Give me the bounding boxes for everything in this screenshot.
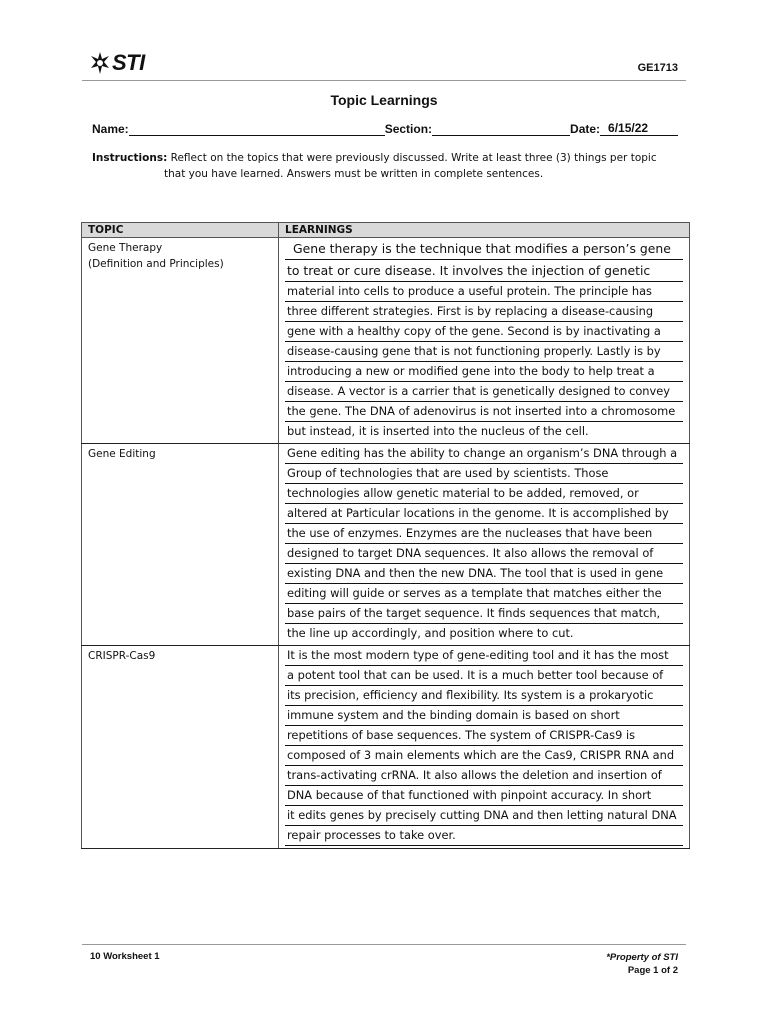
property-notice: *Property of STI — [606, 952, 678, 963]
instructions-text-1: Reflect on the topics that were previously discussed. Write at least three (3) things per topic — [170, 152, 657, 164]
learning-line: existing DNA and then the new DNA. The tool that is used in gene — [285, 564, 683, 584]
learning-line: to treat or cure disease. It involves the injection of genetic — [285, 260, 683, 282]
instructions-line-2: that you have learned. Answers must be written in complete sentences. — [164, 168, 544, 180]
learning-line: DNA because of that functioned with pinpoint accuracy. In short — [285, 786, 683, 806]
table-header-row — [82, 223, 690, 238]
page-number: Page 1 of 2 — [627, 965, 678, 976]
learnings-cell[interactable] — [279, 444, 690, 646]
learning-line: base pairs of the target sequence. It finds sequences that match, — [285, 604, 683, 624]
instructions — [92, 150, 712, 182]
header-topic: TOPIC — [82, 223, 279, 238]
learning-line: repetitions of base sequences. The system of CRISPR-Cas9 is — [285, 726, 683, 746]
section-field[interactable] — [432, 123, 570, 136]
table-row-gene-editing — [82, 444, 690, 646]
learning-line: the gene. The DNA of adenovirus is not inserted into a chromosome — [285, 402, 683, 422]
name-label: Name: — [92, 122, 129, 136]
instructions-line-1 — [92, 150, 712, 166]
topic-cell — [82, 238, 279, 444]
learnings-cell[interactable] — [279, 238, 690, 444]
learning-line: the line up accordingly, and position where to cut. — [287, 626, 574, 640]
learning-line: material into cells to produce a useful protein. The principle has — [285, 282, 683, 302]
learning-line: gene with a healthy copy of the gene. Second is by inactivating a — [285, 322, 683, 342]
topic-title: CRISPR-Cas9 — [88, 650, 156, 662]
date-label: Date: — [570, 122, 601, 136]
learning-line: It is the most modern type of gene-editing tool and it has the most — [285, 646, 683, 666]
name-field[interactable] — [129, 123, 385, 136]
info-fields — [92, 121, 678, 136]
learning-line: Gene therapy is the technique that modifies a person’s gene — [285, 238, 683, 260]
sti-logo — [90, 50, 145, 76]
learning-line: introducing a new or modified gene into the body to help treat a — [285, 362, 683, 382]
learning-line: Gene editing has the ability to change an organism’s DNA through a — [285, 444, 683, 464]
learning-line: but instead, it is inserted into the nucleus of the cell. — [287, 424, 589, 438]
footer-divider — [82, 944, 686, 945]
learning-line: composed of 3 main elements which are the Cas9, CRISPR RNA and — [285, 746, 683, 766]
date-field[interactable]: 6/15/22 — [600, 121, 678, 136]
learning-line: its precision, efficiency and flexibility. Its system is a prokaryotic — [285, 686, 683, 706]
logo-text: STI — [112, 50, 145, 75]
learning-line: designed to target DNA sequences. It also allows the removal of — [285, 544, 683, 564]
learning-line: technologies allow genetic material to be added, removed, or — [285, 484, 683, 504]
learning-line: the use of enzymes. Enzymes are the nucleases that have been — [285, 524, 683, 544]
topic-title: Gene Therapy — [88, 242, 163, 254]
footer-right — [606, 951, 678, 977]
table-row-crispr-cas9 — [82, 646, 690, 849]
header-learnings: LEARNINGS — [279, 223, 690, 238]
sti-logo-mark-icon — [90, 51, 110, 75]
footer-worksheet-label: 10 Worksheet 1 — [90, 951, 160, 962]
instructions-label: Instructions: — [92, 152, 168, 164]
learning-line: altered at Particular locations in the genome. It is accomplished by — [285, 504, 683, 524]
table-row-gene-therapy — [82, 238, 690, 444]
learning-line: immune system and the binding domain is based on short — [285, 706, 683, 726]
learning-line: disease. A vector is a carrier that is genetically designed to convey — [285, 382, 683, 402]
learning-line: Group of technologies that are used by scientists. Those — [285, 464, 683, 484]
topic-subtitle: (Definition and Principles) — [88, 258, 224, 270]
topic-title: Gene Editing — [88, 448, 156, 460]
document-code: GE1713 — [637, 62, 678, 74]
learnings-cell[interactable] — [279, 646, 690, 849]
section-label: Section: — [384, 122, 433, 136]
topic-cell — [82, 646, 279, 849]
page-title: Topic Learnings — [330, 92, 438, 108]
learning-line: it edits genes by precisely cutting DNA and then letting natural DNA — [285, 806, 683, 826]
topic-learnings-table — [81, 222, 690, 849]
learning-line: repair processes to take over. — [285, 826, 683, 846]
learning-line: trans-activating crRNA. It also allows the deletion and insertion of — [285, 766, 683, 786]
learning-line: disease-causing gene that is not functioning properly. Lastly is by — [285, 342, 683, 362]
learning-line: three different strategies. First is by replacing a disease-causing — [285, 302, 683, 322]
topic-cell — [82, 444, 279, 646]
header-divider — [82, 80, 686, 81]
learning-line: a potent tool that can be used. It is a much better tool because of — [285, 666, 683, 686]
learning-line: editing will guide or serves as a template that matches either the — [285, 584, 683, 604]
